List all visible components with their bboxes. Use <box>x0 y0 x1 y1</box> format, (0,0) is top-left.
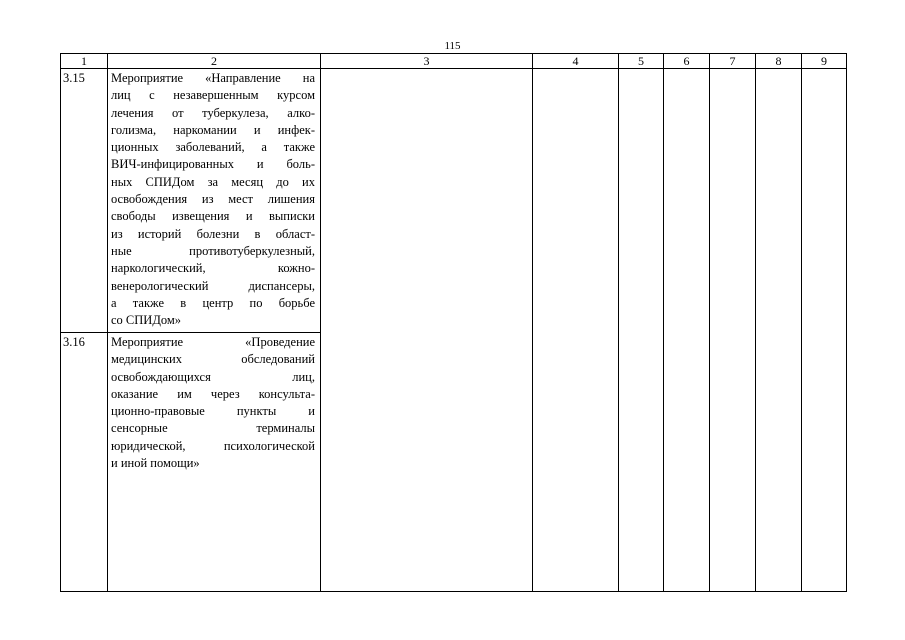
description-line: лиц с незавершенным курсом <box>111 88 315 103</box>
description-line: лечения от туберкулеза, алко- <box>111 105 315 120</box>
description-line: ВИЧ-инфицированных и боль- <box>111 157 315 172</box>
description-line: и иной помощи» <box>111 456 200 471</box>
description-line: Мероприятие «Проведение <box>111 335 315 349</box>
description-line: ные противотуберкулезный, <box>111 243 315 258</box>
header-col-1: 1 <box>61 54 108 69</box>
empty-cell <box>756 69 802 333</box>
description-line: наркологический, кожно- <box>111 261 315 276</box>
header-col-6: 6 <box>664 54 710 69</box>
description-line: медицинских обследований <box>111 352 315 367</box>
description-line: Мероприятие «Направление на <box>111 71 315 85</box>
empty-cell <box>619 333 664 592</box>
description-line: а также в центр по борьбе <box>111 295 315 310</box>
empty-cell <box>664 333 710 592</box>
header-col-4: 4 <box>533 54 619 69</box>
row-number: 3.16 <box>61 333 108 592</box>
empty-cell <box>710 333 756 592</box>
empty-cell <box>533 333 619 592</box>
description-line: сенсорные терминалы <box>111 421 315 436</box>
description-line: ционных заболеваний, а также <box>111 140 315 155</box>
row-description <box>108 69 321 333</box>
empty-cell <box>321 69 533 333</box>
description-line: освобождения из мест лишения <box>111 192 315 207</box>
page-number: 115 <box>444 40 461 52</box>
empty-cell <box>664 69 710 333</box>
measures-table <box>60 53 847 592</box>
table-row <box>61 69 847 333</box>
header-col-2: 2 <box>108 54 321 69</box>
header-col-9: 9 <box>802 54 847 69</box>
empty-cell <box>802 333 847 592</box>
empty-cell <box>756 333 802 592</box>
description-line: венерологический диспансеры, <box>111 278 315 293</box>
description-line: со СПИДом» <box>111 313 182 328</box>
header-col-3: 3 <box>321 54 533 69</box>
row-number: 3.15 <box>61 69 108 333</box>
row-description <box>108 333 321 592</box>
description-line: из историй болезни в област- <box>111 226 315 241</box>
header-col-7: 7 <box>710 54 756 69</box>
empty-cell <box>619 69 664 333</box>
header-col-8: 8 <box>756 54 802 69</box>
description-line: ционно-правовые пункты и <box>111 404 315 419</box>
description-line: освобождающихся лиц, <box>111 369 315 384</box>
description-line: свободы извещения и выписки <box>111 209 315 224</box>
table-row <box>61 333 847 592</box>
description-line: оказание им через консульта- <box>111 386 315 401</box>
empty-cell <box>802 69 847 333</box>
description-line: юридической, психологической <box>111 438 315 453</box>
header-row <box>61 54 847 69</box>
empty-cell <box>533 69 619 333</box>
description-line: ных СПИДом за месяц до их <box>111 174 315 189</box>
header-col-5: 5 <box>619 54 664 69</box>
empty-cell <box>710 69 756 333</box>
description-line: голизма, наркомании и инфек- <box>111 122 315 137</box>
empty-cell <box>321 333 533 592</box>
